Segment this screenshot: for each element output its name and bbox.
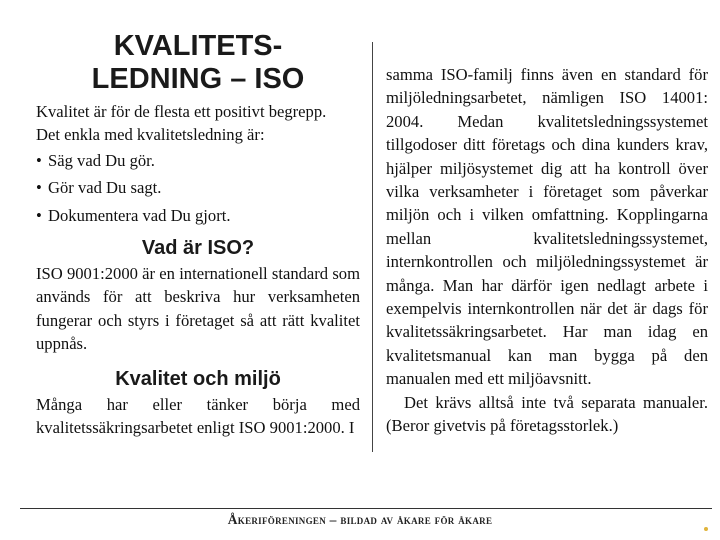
right-paragraph-1: samma ISO-familj finns även en standard för miljöledningsarbetet, nämligen ISO 14001: 2004. Medan kvalitetsledningssystemet tillgodoser ditt företags och dina kunders krav, hjälper miljösystemet dig att ha kontroll över vilka verksamheter i företaget som påverkar miljön och i vilken omfattning. Kopplingarna mellan kvalitetsledningssystemet, internkontrollen och miljöledningssystemet är många. Man har därför igen nedlagt arbete i exempelvis internkontrollen när det är dags för kvalitetssäkringsarbetet. Har man idag en kvalitetsmanual kan man bygga på den manualen med ett miljöavsnitt. <box>386 65 708 389</box>
left-column <box>36 30 360 439</box>
column-divider <box>372 42 373 452</box>
section-heading-iso: Vad är ISO? <box>141 237 255 260</box>
intro-line-2: Det enkla med kvalitetsledning är: <box>36 125 265 145</box>
bullet-text: Säg vad Du gör. <box>48 150 155 170</box>
bullet-icon: • <box>36 178 42 198</box>
bullet-text: Dokumentera vad Du gjort. <box>48 205 231 225</box>
bullet-list <box>36 149 360 227</box>
section-text-iso: ISO 9001:2000 är en internationell standard som används för att beskriva hur verksamheten fungerar och styrs i företaget så att rätt kvalitet uppnås. <box>36 264 360 354</box>
right-paragraph-2: Det krävs alltså inte två separata manualer. (Beror givetvis på företagsstorlek.) <box>386 392 708 436</box>
list-item <box>36 149 360 172</box>
corner-dot-icon <box>704 527 708 531</box>
intro-line-1: Kvalitet är för de flesta ett positivt begrepp. <box>36 102 327 121</box>
list-item <box>36 176 360 199</box>
bullet-icon: • <box>36 205 42 225</box>
section-heading-quality-environment: Kvalitet och miljö <box>115 367 281 390</box>
bullet-text: Gör vad Du sagt. <box>48 178 162 198</box>
section-text-quality-environment: Många har eller tänker börja med kvalitetssäkringsarbetet enligt ISO 9001:2000. I <box>36 394 360 438</box>
bullet-icon: • <box>36 150 42 170</box>
footer-divider <box>20 508 712 509</box>
footer-text: Åkeriföreningen – bildad av åkare för åkare <box>227 512 493 527</box>
page-title-line-1: KVALITETS- <box>113 30 283 62</box>
right-column <box>386 63 708 438</box>
list-item <box>36 204 360 227</box>
page-title-line-2: LEDNING – ISO <box>91 63 305 95</box>
page-title <box>36 30 360 96</box>
intro-paragraph <box>36 100 360 147</box>
